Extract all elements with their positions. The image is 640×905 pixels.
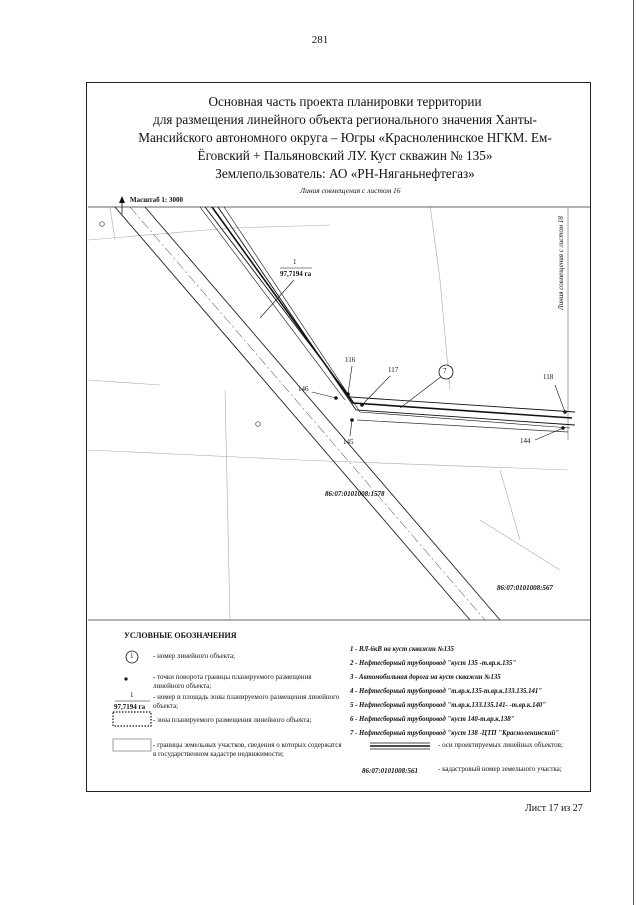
corridor-axis — [130, 207, 485, 620]
survey-marker — [100, 222, 105, 227]
legend-item-turn-points: - точки поворота границы планируемого размещения линейного объекта; — [153, 673, 312, 690]
legend-item-object-number: - номер линейного объекта; — [153, 652, 236, 660]
legend-item-axes: - оси проектируемых линейных объектов; — [438, 741, 563, 749]
title-line-2: для размещения линейного объекта регионального значения Ханты- — [153, 112, 537, 127]
point-label-116: 116 — [345, 356, 356, 364]
point-label-144: 144 — [520, 437, 531, 445]
legend-axes-symbol — [370, 743, 430, 749]
point-label-145: 145 — [343, 438, 354, 446]
legend-item-parcels: - границы земельных участков, сведения о которых содержатся в государственном кадастре недвижимости; — [153, 741, 342, 758]
zone-number: 1 — [293, 258, 297, 266]
survey-marker — [256, 422, 261, 427]
legend-parcel-symbol — [113, 739, 151, 751]
object-list-7: 7 - Нефтесборный трубопровод "куст 138 -ЦТП "Красноленинский" — [350, 730, 560, 737]
point-label-117: 117 — [388, 366, 399, 374]
object-list-3: 3 - Автомобильная дорога на куст скважин №135 — [350, 674, 501, 681]
map-scale: Масштаб 1: 3000 — [130, 196, 183, 204]
title-line-5: Землепользователь: АО «РН-Няганьнефтегаз» — [215, 166, 475, 181]
legend-item-zone: - зона планируемого размещения линейного объекта; — [153, 716, 312, 724]
legend-item-cadastral: - кадастровый номер земельного участка; — [438, 765, 562, 773]
title-line-1: Основная часть проекта планировки территории — [208, 94, 482, 109]
object-number: 7 — [443, 367, 447, 375]
object-list-4: 4 - Нефтесборный трубопровод "т.вр.к.135-т.вр.к.133.135.141" — [350, 688, 543, 695]
cadastral-label-1578: 86:07:0101008:1578 — [325, 490, 385, 498]
zone-area: 97,7194 га — [280, 270, 312, 278]
sheet-join-top-label: Линия совмещения с листом 16 — [300, 186, 401, 195]
object-list-6: 6 - Нефтесборный трубопровод "куст 140-т.вр.к.138" — [350, 716, 515, 723]
cadastral-label-567: 86:07:0101008:567 — [497, 584, 553, 592]
point-label-118: 118 — [543, 373, 554, 381]
sheet-join-right-label: Линия совмещения с листом 18 — [557, 216, 565, 310]
legend-cadastral-example: 86:07:0101008:561 — [362, 767, 418, 775]
point-label-146: 146 — [298, 385, 309, 393]
title-line-4: Ёговский + Пальяновский ЛУ. Куст скважин № 135» — [197, 148, 493, 163]
legend-zone-symbol — [113, 712, 151, 726]
title-line-3: Мансийского автономного округа – Югры «Красноленинское НГКМ. Ем- — [138, 130, 552, 145]
object-list-1: 1 - ВЛ-6кВ на куст скважин №135 — [350, 646, 454, 653]
legend-circle-number: 1 — [130, 652, 134, 660]
sheet-info: Лист 17 из 27 — [525, 803, 583, 814]
object-list-5: 5 - Нефтесборный трубопровод "т.вр.к.133.135.141- -т.вр.к.140" — [350, 702, 547, 709]
planned-route — [200, 207, 575, 428]
route-lower-boundary — [357, 420, 568, 432]
legend-point-symbol — [124, 677, 127, 680]
legend-zone-area: 97,7194 га — [114, 703, 146, 711]
legend-title: УСЛОВНЫЕ ОБОЗНАЧЕНИЯ — [124, 631, 237, 640]
north-arrow-icon — [119, 196, 125, 203]
page-number: 281 — [311, 34, 329, 46]
legend-zone-number: 1 — [130, 691, 134, 699]
legend-item-zone-number-area: - номер и площадь зоны планируемого размещения линейного объекта; — [153, 693, 340, 710]
object-list-2: 2 - Нефтесборный трубопровод "куст 135 -т.вр.к.135" — [350, 660, 517, 667]
